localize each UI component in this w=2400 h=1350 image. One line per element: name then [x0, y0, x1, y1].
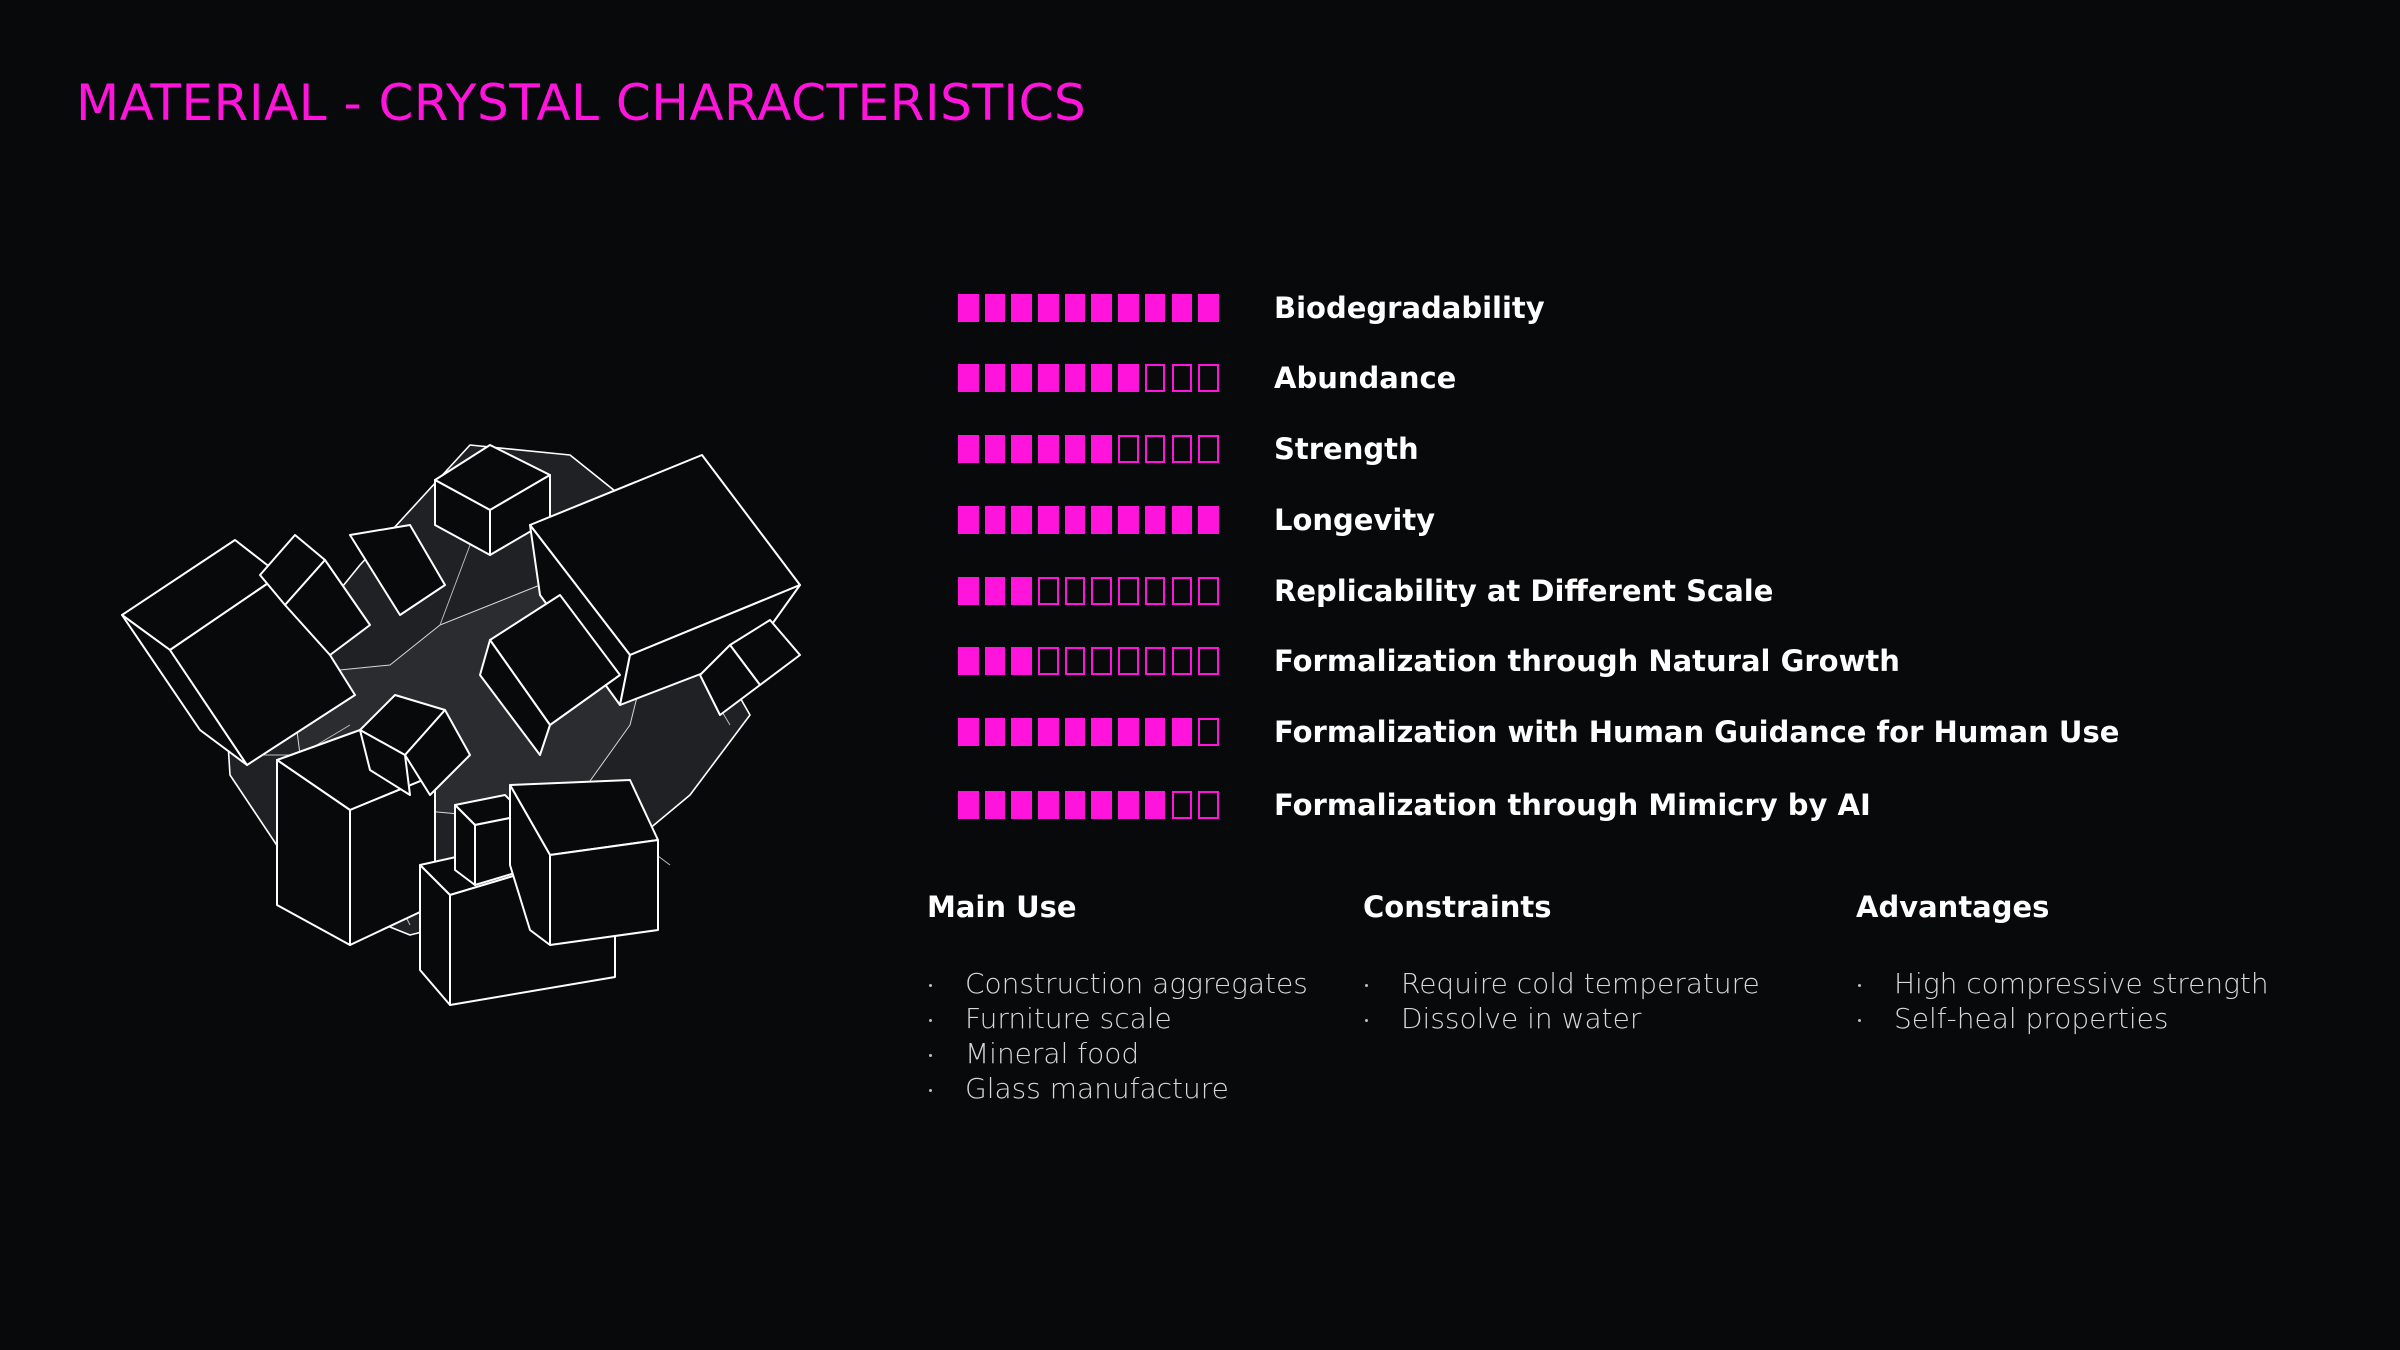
rating-segment-empty	[1065, 577, 1086, 605]
rating-segment-filled	[1038, 364, 1059, 392]
rating-segment-filled	[1038, 435, 1059, 463]
rating-segment-empty	[1172, 577, 1193, 605]
rating-segment-filled	[958, 294, 979, 322]
rating-bar	[958, 791, 1228, 819]
rating-label: Formalization through Mimicry by AI	[1274, 788, 1871, 822]
rating-segment-filled	[1011, 791, 1032, 819]
rating-segment-filled	[958, 435, 979, 463]
rating-segment-filled	[1198, 506, 1219, 534]
rating-segment-empty	[1172, 364, 1193, 392]
rating-bar	[958, 506, 1228, 534]
rating-segment-filled	[1038, 791, 1059, 819]
rating-segment-filled	[1118, 506, 1139, 534]
rating-segment-filled	[1118, 294, 1139, 322]
rating-segment-filled	[985, 718, 1006, 746]
rating-segment-empty	[1065, 647, 1086, 675]
rating-segment-empty	[1145, 577, 1166, 605]
rating-segment-filled	[1118, 791, 1139, 819]
list-item: Require cold temperature	[1363, 966, 1760, 1001]
rating-segment-filled	[1011, 506, 1032, 534]
rating-segment-filled	[1172, 506, 1193, 534]
rating-row-natural-growth	[958, 641, 2258, 681]
rating-segment-empty	[1172, 791, 1193, 819]
rating-segment-filled	[1065, 435, 1086, 463]
rating-segment-filled	[985, 506, 1006, 534]
rating-segment-filled	[1172, 718, 1193, 746]
rating-segment-empty	[1198, 577, 1219, 605]
rating-label: Strength	[1274, 432, 1419, 466]
rating-segment-filled	[1038, 506, 1059, 534]
rating-segment-filled	[1091, 718, 1112, 746]
rating-segment-empty	[1145, 435, 1166, 463]
rating-segment-filled	[1011, 294, 1032, 322]
rating-segment-empty	[1172, 647, 1193, 675]
list-item: Furniture scale	[927, 1001, 1308, 1036]
rating-segment-filled	[958, 577, 979, 605]
rating-segment-filled	[985, 364, 1006, 392]
rating-segment-filled	[958, 506, 979, 534]
rating-segment-filled	[1091, 294, 1112, 322]
rating-segment-empty	[1118, 435, 1139, 463]
main-use-section	[927, 890, 1308, 1106]
rating-segment-filled	[985, 577, 1006, 605]
rating-segment-filled	[1065, 294, 1086, 322]
rating-segment-filled	[1145, 294, 1166, 322]
list-item: High compressive strength	[1856, 966, 2269, 1001]
rating-segment-filled	[1145, 791, 1166, 819]
rating-segment-empty	[1172, 435, 1193, 463]
rating-bar	[958, 294, 1228, 322]
rating-row-strength	[958, 429, 2258, 469]
rating-segment-empty	[1145, 364, 1166, 392]
constraints-section	[1363, 890, 1760, 1036]
rating-segment-empty	[1198, 435, 1219, 463]
rating-segment-filled	[958, 718, 979, 746]
rating-segment-filled	[1118, 718, 1139, 746]
main-use-heading: Main Use	[927, 890, 1077, 924]
rating-segment-filled	[985, 791, 1006, 819]
rating-segment-filled	[1118, 364, 1139, 392]
rating-segment-empty	[1198, 718, 1219, 746]
constraints-list	[1363, 966, 1760, 1036]
constraints-heading: Constraints	[1363, 890, 1552, 924]
rating-segment-filled	[1172, 294, 1193, 322]
rating-segment-filled	[958, 791, 979, 819]
rating-segment-empty	[1091, 647, 1112, 675]
rating-segment-filled	[958, 647, 979, 675]
rating-row-longevity	[958, 500, 2258, 540]
rating-row-human-guidance	[958, 712, 2258, 752]
rating-segment-empty	[1198, 647, 1219, 675]
rating-segment-filled	[1011, 718, 1032, 746]
list-item: Dissolve in water	[1363, 1001, 1760, 1036]
advantages-list	[1856, 966, 2269, 1036]
rating-segment-filled	[1011, 647, 1032, 675]
rating-segment-empty	[1198, 791, 1219, 819]
rating-label: Abundance	[1274, 361, 1457, 395]
rating-segment-empty	[1145, 647, 1166, 675]
rating-label: Replicability at Different Scale	[1274, 574, 1774, 608]
rating-segment-filled	[1091, 791, 1112, 819]
advantages-heading: Advantages	[1856, 890, 2050, 924]
rating-row-abundance	[958, 358, 2258, 398]
rating-label: Biodegradability	[1274, 291, 1545, 325]
rating-segment-filled	[1011, 577, 1032, 605]
rating-segment-filled	[958, 364, 979, 392]
list-item: Mineral food	[927, 1036, 1308, 1071]
rating-bar	[958, 718, 1228, 746]
rating-bar	[958, 435, 1228, 463]
rating-segment-filled	[1198, 294, 1219, 322]
rating-label: Longevity	[1274, 503, 1436, 537]
list-item: Self-heal properties	[1856, 1001, 2269, 1036]
rating-segment-filled	[1038, 718, 1059, 746]
rating-segment-filled	[1038, 294, 1059, 322]
rating-segment-filled	[985, 294, 1006, 322]
rating-segment-filled	[1011, 364, 1032, 392]
rating-segment-filled	[1145, 718, 1166, 746]
main-use-list	[927, 966, 1308, 1106]
rating-segment-filled	[1091, 506, 1112, 534]
rating-segment-filled	[985, 647, 1006, 675]
rating-segment-empty	[1038, 577, 1059, 605]
page-title: MATERIAL - CRYSTAL CHARACTERISTICS	[76, 74, 1087, 132]
rating-segment-empty	[1091, 577, 1112, 605]
rating-segment-filled	[985, 435, 1006, 463]
crystal-illustration	[110, 425, 830, 1025]
rating-segment-filled	[1065, 364, 1086, 392]
rating-segment-filled	[1145, 506, 1166, 534]
rating-label: Formalization with Human Guidance for Human Use	[1274, 715, 2120, 749]
rating-segment-empty	[1198, 364, 1219, 392]
rating-segment-filled	[1091, 435, 1112, 463]
rating-bar	[958, 647, 1228, 675]
rating-segment-empty	[1118, 577, 1139, 605]
rating-row-biodegradability	[958, 288, 2258, 328]
rating-segment-filled	[1011, 435, 1032, 463]
rating-label: Formalization through Natural Growth	[1274, 644, 1900, 678]
rating-segment-empty	[1118, 647, 1139, 675]
rating-segment-filled	[1065, 506, 1086, 534]
list-item: Construction aggregates	[927, 966, 1308, 1001]
rating-segment-filled	[1065, 791, 1086, 819]
advantages-section	[1856, 890, 2269, 1036]
list-item: Glass manufacture	[927, 1071, 1308, 1106]
rating-row-ai-mimicry	[958, 785, 2258, 825]
rating-bar	[958, 577, 1228, 605]
rating-segment-filled	[1091, 364, 1112, 392]
rating-segment-filled	[1065, 718, 1086, 746]
rating-bar	[958, 364, 1228, 392]
rating-row-replicability	[958, 571, 2258, 611]
rating-segment-empty	[1038, 647, 1059, 675]
